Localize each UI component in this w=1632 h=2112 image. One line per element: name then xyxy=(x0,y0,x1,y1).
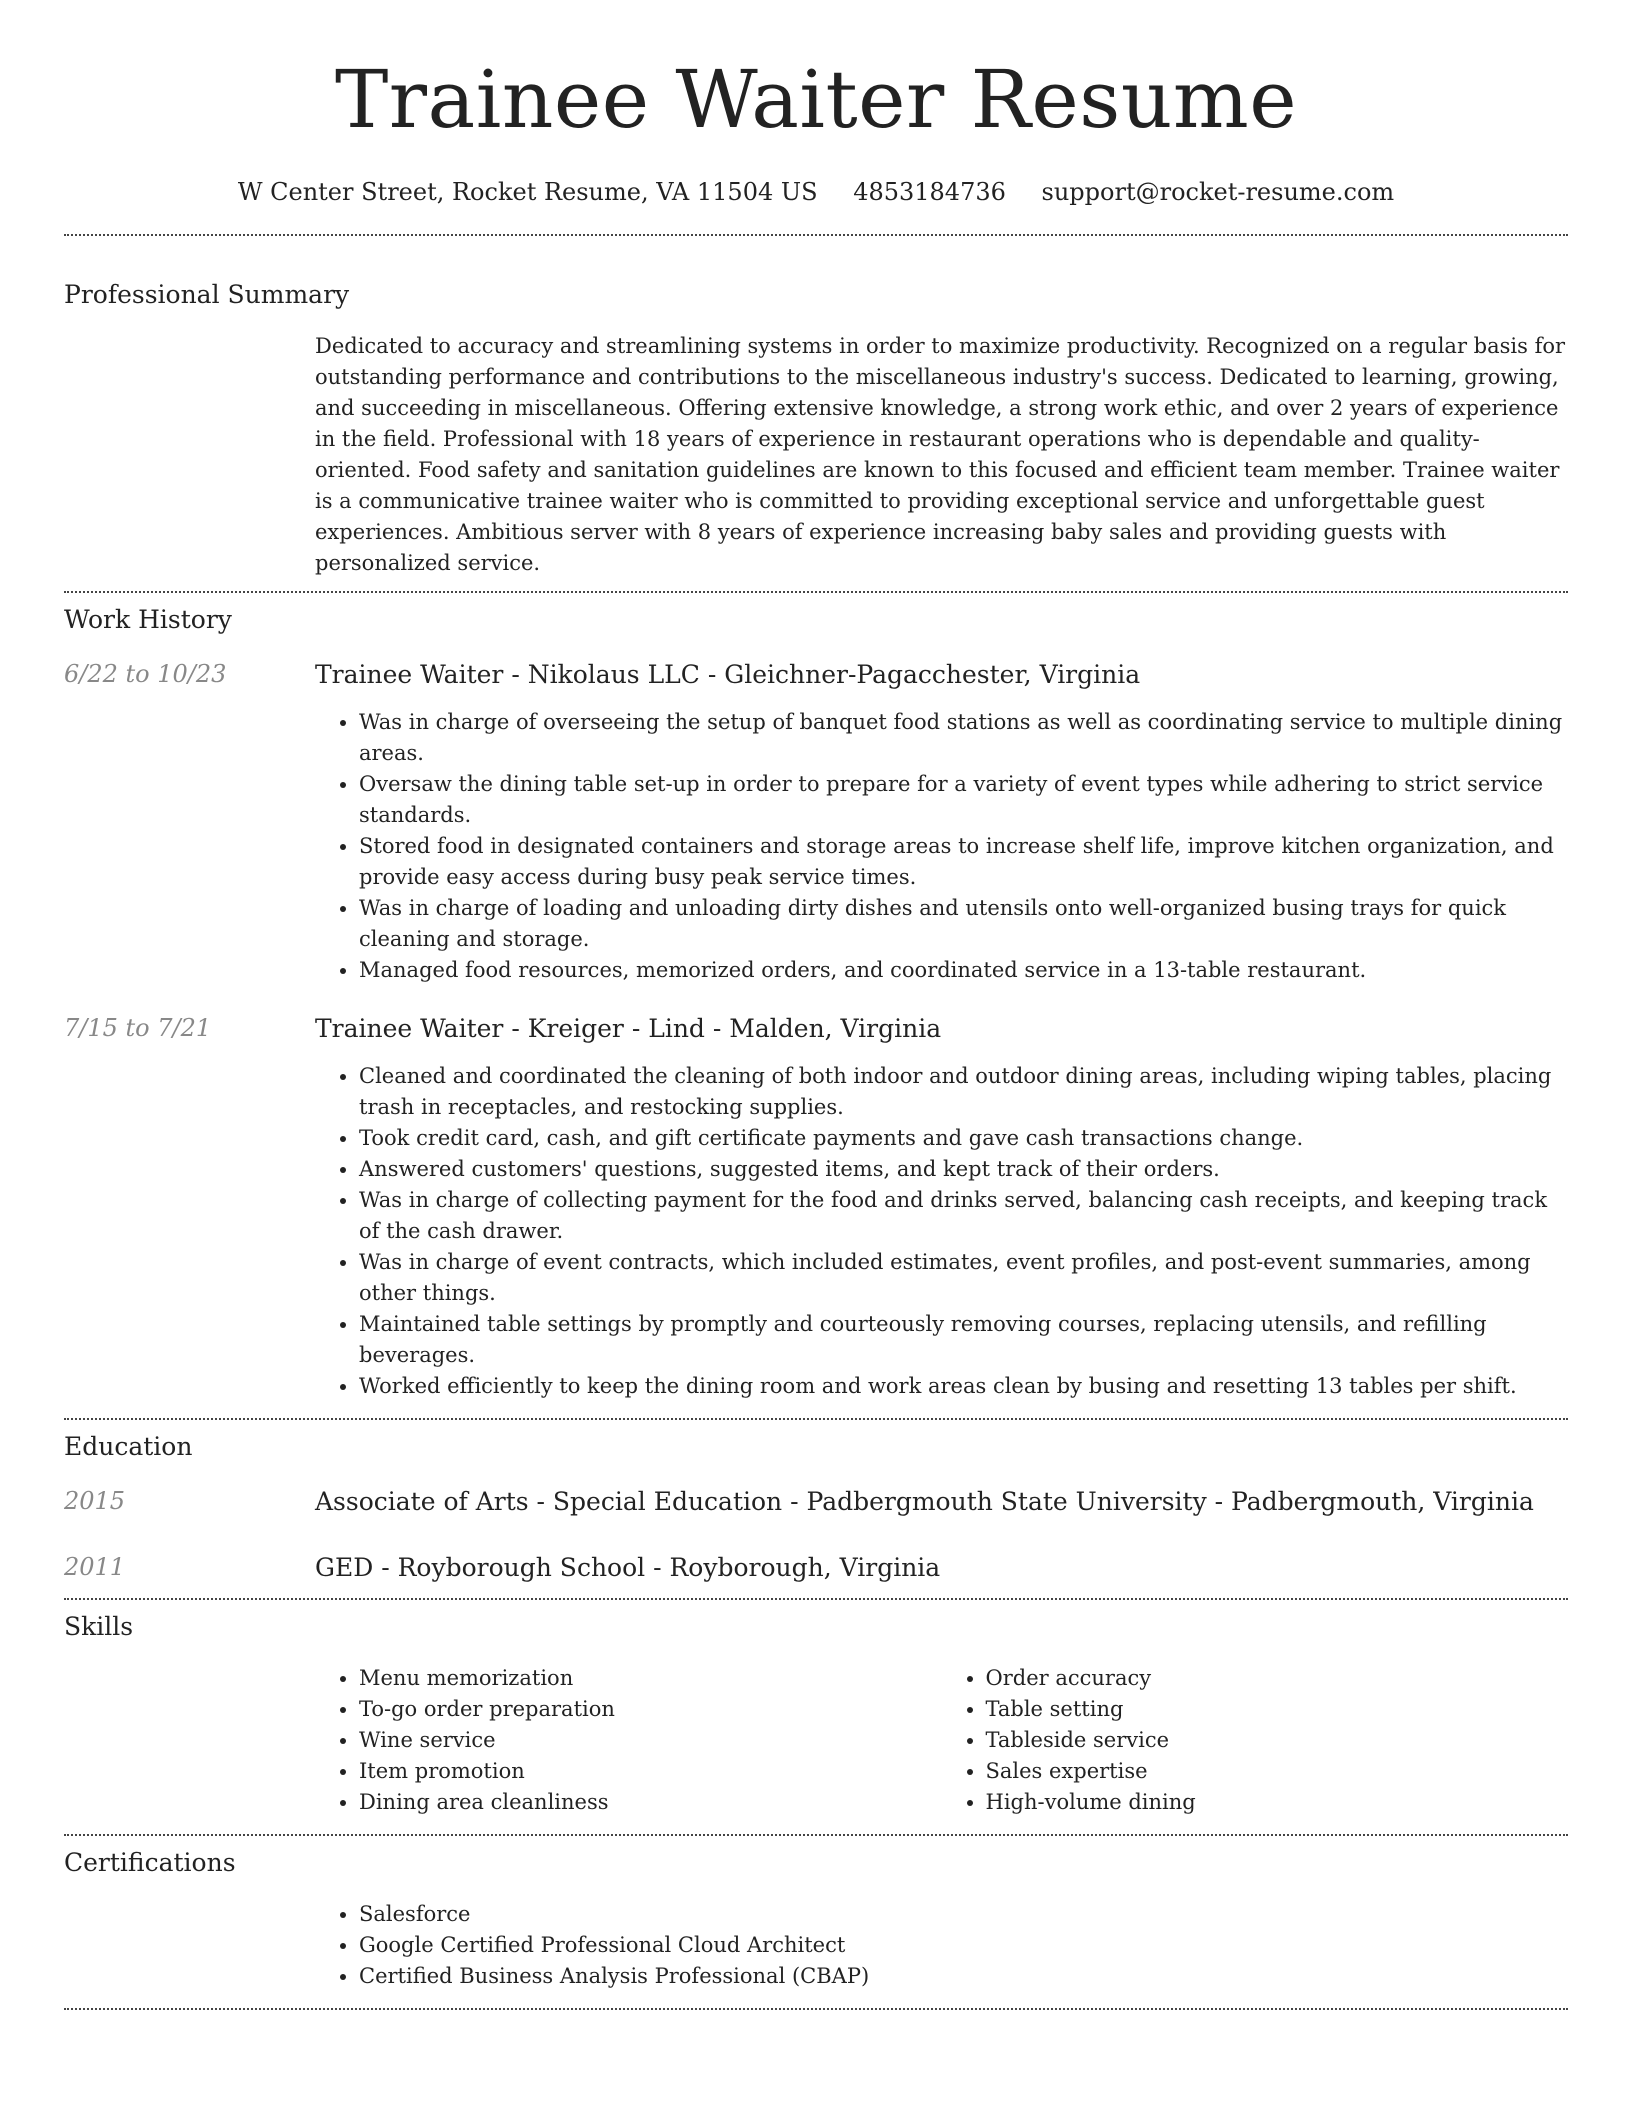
certifications-list xyxy=(315,1899,1568,1992)
list-item: • Cleaned and coordinated the cleaning of both indoor and outdoor dining areas, including wiping tables, placing trash in receptacles, and restocking supplies. xyxy=(359,1061,1568,1123)
list-item: • Tableside service xyxy=(986,1725,1569,1756)
list-item: • To-go order preparation xyxy=(359,1694,942,1725)
list-item: • Salesforce xyxy=(359,1899,1568,1930)
education-text: Associate of Arts - Special Education - Padbergmouth State University - Padbergmouth, Virginia xyxy=(315,1487,1534,1516)
list-item: • Managed food resources, memorized orders, and coordinated service in a 13-table restaurant. xyxy=(359,955,1568,986)
contact-phone: 4853184736 xyxy=(853,178,1006,206)
summary-title: Professional Summary xyxy=(64,280,350,309)
education-year: 2015 xyxy=(64,1487,126,1515)
divider xyxy=(64,2008,1568,2010)
job-bullets xyxy=(315,707,1568,986)
list-item: • Google Certified Professional Cloud Architect xyxy=(359,1930,1568,1961)
skills-title: Skills xyxy=(64,1612,134,1641)
list-item: • Item promotion xyxy=(359,1756,942,1787)
summary-text: Dedicated to accuracy and streamlining systems in order to maximize productivity. Recognized on a regular basis for outstanding performance and contributions to the miscellaneous industry's success. Dedicated to learning, growing, and succeeding in miscellaneous. Offering extensive knowledge, a strong work ethic, and over 2 years of experience in the field. Professional with 18 years of experience in restaurant operations who is dependable and quality-oriented. Food safety and sanitation guidelines are known to this focused and efficient team member. Trainee waiter is a communicative trainee waiter who is committed to providing exceptional service and unforgettable guest experiences. Ambitious server with 8 years of experience increasing baby sales and providing guests with personalized service. xyxy=(315,334,1566,575)
list-item: • Was in charge of collecting payment for the food and drinks served, balancing cash receipts, and keeping track of the cash drawer. xyxy=(359,1185,1568,1247)
list-item: • Oversaw the dining table set-up in order to prepare for a variety of event types while adhering to strict service standards. xyxy=(359,769,1568,831)
education-year: 2011 xyxy=(64,1553,126,1581)
list-item: • Was in charge of overseeing the setup of banquet food stations as well as coordinating service to multiple dining areas. xyxy=(359,707,1568,769)
job-entry xyxy=(64,1014,1568,1402)
job-dates: 6/22 to 10/23 xyxy=(64,660,227,688)
list-item: • Stored food in designated containers and storage areas to increase shelf life, improve kitchen organization, and provide easy access during busy peak service times. xyxy=(359,831,1568,893)
list-item: • High-volume dining xyxy=(986,1787,1569,1818)
list-item: • Menu memorization xyxy=(359,1663,942,1694)
job-dates: 7/15 to 7/21 xyxy=(64,1014,212,1042)
list-item: • Maintained table settings by promptly and courteously removing courses, replacing utensils, and refilling beverages. xyxy=(359,1309,1568,1371)
list-item: • Answered customers' questions, suggested items, and kept track of their orders. xyxy=(359,1154,1568,1185)
skills-section xyxy=(64,1600,1568,1818)
summary-section xyxy=(64,236,1568,579)
contact-line xyxy=(64,178,1568,206)
list-item: • Took credit card, cash, and gift certificate payments and gave cash transactions change. xyxy=(359,1123,1568,1154)
list-item: • Certified Business Analysis Professional (CBAP) xyxy=(359,1961,1568,1992)
education-entry xyxy=(64,1487,1568,1516)
job-heading: Trainee Waiter - Nikolaus LLC - Gleichner-Pagacchester, Virginia xyxy=(315,660,1141,689)
list-item: • Was in charge of event contracts, which included estimates, event profiles, and post-event summaries, among other things. xyxy=(359,1247,1568,1309)
education-text: GED - Royborough School - Royborough, Virginia xyxy=(315,1553,941,1582)
list-item: • Order accuracy xyxy=(986,1663,1569,1694)
education-title: Education xyxy=(64,1432,193,1461)
certifications-section xyxy=(64,1836,1568,1992)
contact-email: support@rocket-resume.com xyxy=(1041,178,1395,206)
education-section xyxy=(64,1420,1568,1582)
job-entry xyxy=(64,660,1568,986)
list-item: • Sales expertise xyxy=(986,1756,1569,1787)
work-section xyxy=(64,593,1568,1402)
list-item: • Was in charge of loading and unloading dirty dishes and utensils onto well-organized busing trays for quick cleaning and storage. xyxy=(359,893,1568,955)
skills-list-right xyxy=(942,1663,1569,1818)
work-title: Work History xyxy=(64,605,232,634)
contact-address: W Center Street, Rocket Resume, VA 11504 US xyxy=(237,178,818,206)
certifications-title: Certifications xyxy=(64,1848,236,1877)
skills-list-left xyxy=(315,1663,942,1818)
education-entry xyxy=(64,1553,1568,1582)
job-bullets xyxy=(315,1061,1568,1402)
resume-title: Trainee Waiter Resume xyxy=(334,53,1298,146)
list-item: • Wine service xyxy=(359,1725,942,1756)
list-item: • Table setting xyxy=(986,1694,1569,1725)
job-heading: Trainee Waiter - Kreiger - Lind - Malden, Virginia xyxy=(315,1014,942,1043)
list-item: • Worked efficiently to keep the dining room and work areas clean by busing and resetting 13 tables per shift. xyxy=(359,1371,1568,1402)
list-item: • Dining area cleanliness xyxy=(359,1787,942,1818)
